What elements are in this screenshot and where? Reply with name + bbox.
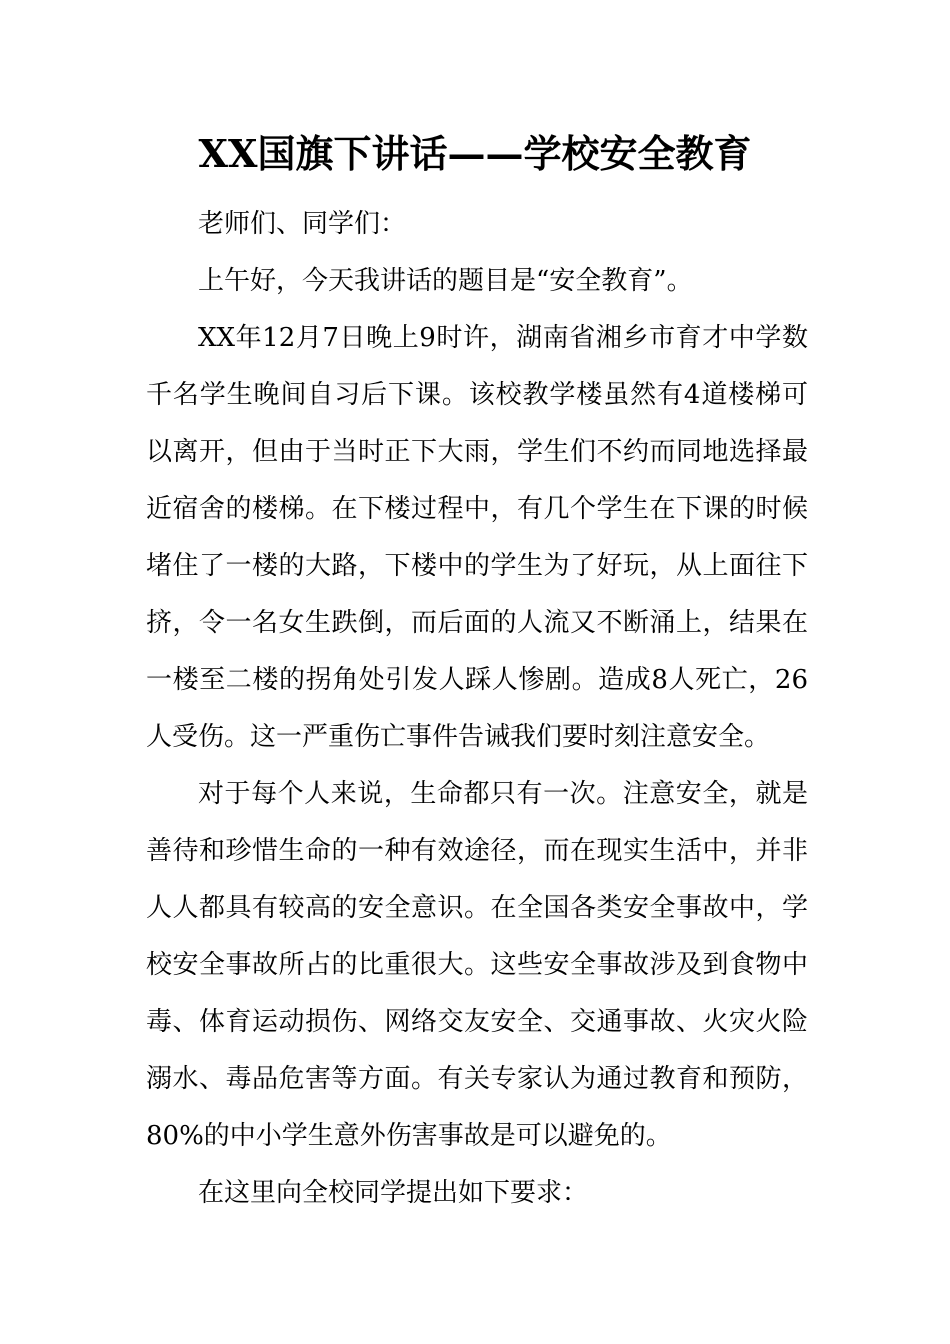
- paragraph-safety-importance: 对于每个人来说，生命都只有一次。注意安全，就是善待和珍惜生命的一种有效途径，而在现实生活中，并非人人都具有较高的安全意识。在全国各类安全事故中，学校安全事故所占的比重很大。这些安全事故涉及到食物中毒、体育运动损伤、网络交友安全、交通事故、火灾火险溺水、毒品危害等方面。有关专家认为通过教育和预防，80%的中小学生意外伤害事故是可以避免的。: [146, 779, 808, 1151]
- paragraph-incident: XX年12月7日晚上9时许，湖南省湘乡市育才中学数千名学生晚间自习后下课。该校教学楼虽然有4道楼梯可以离开，但由于当时正下大雨，学生们不约而同地选择最近宿舍的楼梯。在下楼过程中，有几个学生在下课的时候堵住了一楼的大路，下楼中的学生为了好玩，从上面往下挤，令一名女生跌倒，而后面的人流又不断涌上，结果在一楼至二楼的拐角处引发人踩人惨剧。造成8人死亡，26人受伤。这一严重伤亡事件告诫我们要时刻注意安全。: [146, 323, 808, 752]
- document-title: XX国旗下讲话——学校安全教育: [198, 131, 752, 176]
- document-body: [146, 196, 808, 1222]
- paragraph-opening: 上午好，今天我讲话的题目是“安全教育”。: [198, 266, 693, 296]
- paragraph-requirements-intro: 在这里向全校同学提出如下要求：: [198, 1178, 589, 1208]
- paragraph-greeting: 老师们、同学们：: [198, 209, 407, 239]
